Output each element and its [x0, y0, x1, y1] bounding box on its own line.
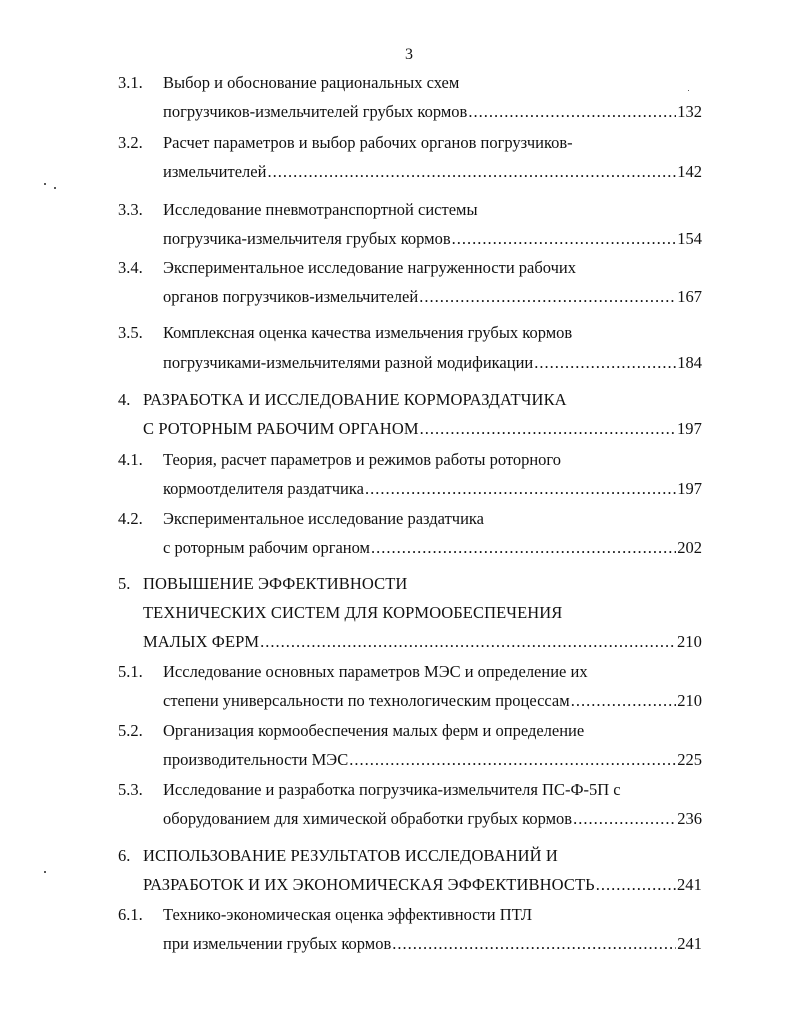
entry-title-line2: производительности МЭС — [163, 750, 349, 769]
entry-title-line1: Расчет параметров и выбор рабочих органов погрузчиков- — [163, 133, 573, 152]
entry-number: 4.1. — [118, 450, 143, 469]
dot-leader — [534, 353, 676, 373]
scan-speck — [44, 183, 46, 185]
scan-speck — [688, 90, 689, 91]
chapter-title-line1: ПОВЫШЕНИЕ ЭФФЕКТИВНОСТИ — [143, 574, 408, 593]
entry-title-line1: Технико-экономическая оценка эффективности ПТЛ — [163, 905, 533, 924]
entry-number: 4.2. — [118, 509, 143, 528]
entry-title-line2: погрузчика-измельчителя грубых кормов — [163, 229, 451, 248]
chapter-leader-line — [143, 632, 702, 652]
dot-leader — [365, 479, 676, 499]
entry-page: 225 — [677, 750, 702, 769]
entry-number: 3.4. — [118, 258, 143, 277]
dot-leader — [260, 632, 676, 652]
entry-leader-line — [163, 102, 702, 122]
entry-number: 3.2. — [118, 133, 143, 152]
dot-leader — [596, 875, 676, 895]
entry-title-line2: степени универсальности по технологическим процессам — [163, 691, 570, 710]
chapter-leader-line — [143, 875, 702, 895]
entry-number: 5.2. — [118, 721, 143, 740]
entry-number: 6.1. — [118, 905, 143, 924]
entry-title-line2: кормоотделителя раздатчика — [163, 479, 364, 498]
page-number: 3 — [405, 46, 413, 63]
entry-number: 3.5. — [118, 323, 143, 342]
chapter-page: 210 — [676, 632, 702, 651]
dot-leader — [349, 750, 676, 770]
entry-number: 3.1. — [118, 73, 143, 92]
entry-leader-line — [163, 479, 702, 499]
entry-title-line2: с роторным рабочим органом — [163, 538, 370, 557]
entry-page: 184 — [677, 353, 702, 372]
scan-speck — [54, 187, 56, 189]
chapter-page: 197 — [676, 419, 702, 438]
entry-leader-line — [163, 229, 702, 249]
scan-speck — [44, 871, 46, 873]
entry-page: 154 — [677, 229, 702, 248]
chapter-number: 5. — [118, 574, 131, 593]
entry-page: 241 — [677, 934, 702, 953]
entry-leader-line — [163, 934, 702, 954]
chapter-title-line2: С РОТОРНЫМ РАБОЧИМ ОРГАНОМ — [143, 419, 419, 438]
entry-title-line1: Исследование основных параметров МЭС и определение их — [163, 662, 588, 681]
dot-leader — [571, 691, 677, 711]
dot-leader — [267, 162, 676, 182]
dot-leader — [371, 538, 676, 558]
chapter-leader-line — [143, 419, 702, 439]
chapter-title-line3: МАЛЫХ ФЕРМ — [143, 632, 260, 651]
dot-leader — [468, 102, 676, 122]
entry-title-line1: Теория, расчет параметров и режимов работы роторного — [163, 450, 562, 469]
entry-leader-line — [163, 162, 702, 182]
entry-page: 132 — [677, 102, 702, 121]
chapter-number: 4. — [118, 390, 131, 409]
entry-title-line1: Экспериментальное исследование раздатчика — [163, 509, 485, 528]
entry-page: 236 — [677, 809, 702, 828]
dot-leader — [419, 287, 676, 307]
entry-leader-line — [163, 691, 702, 711]
entry-title-line1: Комплексная оценка качества измельчения грубых кормов — [163, 323, 573, 342]
entry-title-line1: Выбор и обоснование рациональных схем — [163, 73, 460, 92]
chapter-title-line1: РАЗРАБОТКА И ИССЛЕДОВАНИЕ КОРМОРАЗДАТЧИКА — [143, 390, 567, 409]
dot-leader — [573, 809, 676, 829]
entry-page: 210 — [677, 691, 702, 710]
entry-page: 167 — [677, 287, 702, 306]
entry-leader-line — [163, 809, 702, 829]
entry-title-line2: оборудованием для химической обработки грубых кормов — [163, 809, 573, 828]
chapter-title-line2: ТЕХНИЧЕСКИХ СИСТЕМ ДЛЯ КОРМООБЕСПЕЧЕНИЯ — [143, 603, 563, 622]
entry-page: 202 — [677, 538, 702, 557]
entry-number: 3.3. — [118, 200, 143, 219]
entry-leader-line — [163, 287, 702, 307]
dot-leader — [420, 419, 676, 439]
entry-leader-line — [163, 750, 702, 770]
entry-title-line1: Экспериментальное исследование нагруженности рабочих — [163, 258, 576, 277]
entry-title-line2: погрузчиков-измельчителей грубых кормов — [163, 102, 468, 121]
entry-title-line2: органов погрузчиков-измельчителей — [163, 287, 419, 306]
entry-number: 5.1. — [118, 662, 143, 681]
entry-title-line1: Исследование пневмотранспортной системы — [163, 200, 478, 219]
entry-title-line2: погрузчиками-измельчителями разной модификации — [163, 353, 534, 372]
entry-title-line1: Организация кормообеспечения малых ферм и определение — [163, 721, 585, 740]
dot-leader — [392, 934, 676, 954]
dot-leader — [452, 229, 677, 249]
chapter-title-line2: РАЗРАБОТОК И ИХ ЭКОНОМИЧЕСКАЯ ЭФФЕКТИВНОСТЬ — [143, 875, 595, 894]
entry-leader-line — [163, 538, 702, 558]
entry-title-line2: при измельчении грубых кормов — [163, 934, 392, 953]
chapter-number: 6. — [118, 846, 131, 865]
chapter-page: 241 — [676, 875, 702, 894]
entry-page: 142 — [677, 162, 702, 181]
entry-leader-line — [163, 353, 702, 373]
chapter-title-line1: ИСПОЛЬЗОВАНИЕ РЕЗУЛЬТАТОВ ИССЛЕДОВАНИЙ И — [143, 846, 558, 865]
entry-title-line1: Исследование и разработка погрузчика-измельчителя ПС-Ф-5П с — [163, 780, 621, 799]
entry-title-line2: измельчителей — [163, 162, 267, 181]
entry-page: 197 — [677, 479, 702, 498]
entry-number: 5.3. — [118, 780, 143, 799]
